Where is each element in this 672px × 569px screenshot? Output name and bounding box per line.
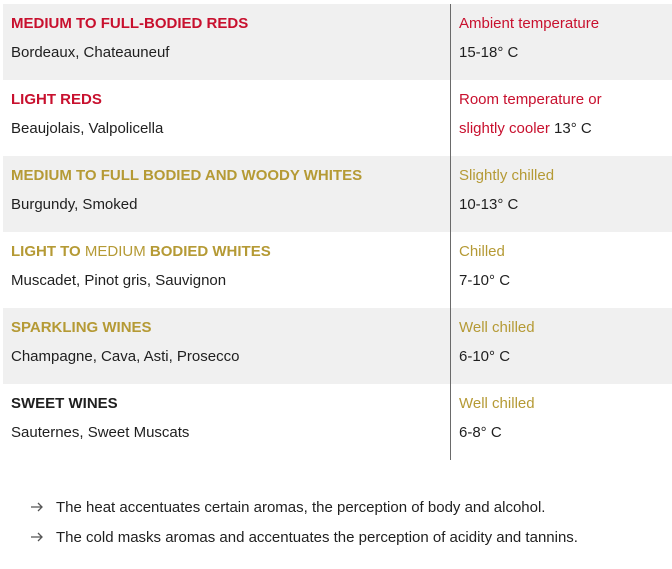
serving-instruction-part: Ambient temperature — [459, 15, 600, 32]
wine-examples: Beaujolais, Valpolicella — [11, 120, 164, 137]
serving-temperature — [459, 348, 510, 366]
serving-temperature — [459, 120, 592, 138]
serving-instruction-part: Well chilled — [459, 395, 535, 412]
serving-temperature — [459, 424, 502, 442]
serving-temperature — [459, 44, 518, 62]
serving-instruction — [459, 395, 535, 413]
arrow-right-icon — [30, 500, 44, 514]
table-row — [3, 4, 672, 80]
table-row — [3, 232, 672, 308]
wine-style-cell — [11, 80, 451, 156]
category-title — [11, 395, 118, 413]
category-title-part: SPARKLING WINES — [11, 319, 152, 336]
wine-examples: Muscadet, Pinot gris, Sauvignon — [11, 272, 227, 289]
temperature-part: 15-18° C — [459, 44, 519, 61]
wine-style-cell — [11, 384, 451, 460]
serving-instruction-part: Room temperature or — [459, 91, 602, 108]
category-title-part: MEDIUM TO FULL BODIED AND WOODY WHITES — [11, 167, 363, 184]
serving-instruction — [459, 167, 554, 185]
wine-style-cell — [11, 232, 451, 308]
category-title-part: LIGHT TO — [11, 243, 85, 260]
wine-examples: Bordeaux, Chateauneuf — [11, 44, 170, 61]
wine-serving-table — [3, 4, 672, 460]
wine-style-cell — [11, 308, 451, 384]
serving-instruction-part: Slightly chilled — [459, 167, 555, 184]
serving-instruction-part: Well chilled — [459, 319, 535, 336]
serving-instruction — [459, 91, 602, 109]
temperature-part: 6-8° C — [459, 424, 502, 441]
category-title-part: MEDIUM — [84, 243, 150, 260]
temperature-part: 7-10° C — [459, 272, 511, 289]
category-title-part: SWEET WINES — [11, 395, 118, 412]
category-title — [11, 243, 271, 261]
note-text: The cold masks aromas and accentuates the perception of acidity and tannins. — [56, 529, 578, 546]
temperature-part: 6-10° C — [459, 348, 511, 365]
wine-style-cell — [11, 4, 451, 80]
serving-cell — [459, 4, 669, 80]
category-title-part: BODIED WHITES — [149, 243, 271, 260]
column-divider — [450, 4, 451, 460]
category-title-part: LIGHT REDS — [11, 91, 102, 108]
wine-examples: Sauternes, Sweet Muscats — [11, 424, 190, 441]
wine-style-cell — [11, 156, 451, 232]
serving-instruction — [459, 319, 535, 337]
serving-cell — [459, 232, 669, 308]
note-text: The heat accentuates certain aromas, the perception of body and alcohol. — [56, 499, 546, 516]
table-row — [3, 80, 672, 156]
category-title-part: MEDIUM TO FULL-BODIED REDS — [11, 15, 249, 32]
category-title — [11, 91, 102, 109]
category-title — [11, 15, 248, 33]
arrow-right-icon — [30, 530, 44, 544]
serving-instruction — [459, 15, 599, 33]
wine-examples: Burgundy, Smoked — [11, 196, 138, 213]
table-row — [3, 156, 672, 232]
serving-instruction-part: Chilled — [459, 243, 505, 260]
table-row — [3, 384, 672, 460]
temperature-part: 13° C — [549, 120, 592, 137]
category-title — [11, 319, 152, 337]
temperature-part: slightly cooler — [459, 120, 550, 137]
serving-temperature — [459, 272, 510, 290]
serving-cell — [459, 80, 669, 156]
serving-cell — [459, 308, 669, 384]
table-row — [3, 308, 672, 384]
serving-cell — [459, 384, 669, 460]
category-title — [11, 167, 362, 185]
serving-temperature — [459, 196, 518, 214]
wine-examples: Champagne, Cava, Asti, Prosecco — [11, 348, 240, 365]
temperature-part: 10-13° C — [459, 196, 519, 213]
serving-cell — [459, 156, 669, 232]
serving-instruction — [459, 243, 505, 261]
